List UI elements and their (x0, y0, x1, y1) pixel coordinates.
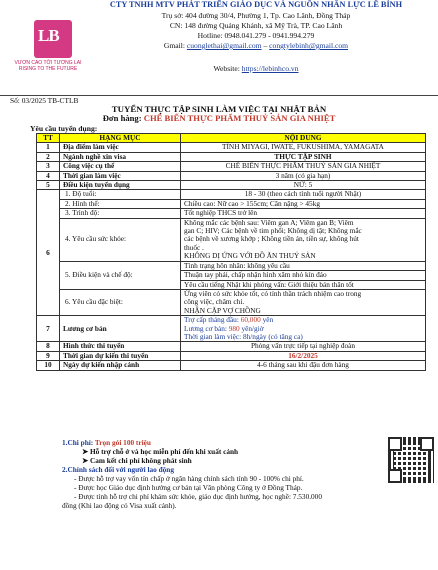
email-line (80, 41, 432, 50)
website-label: Website: (213, 64, 240, 73)
table-row-salary (37, 316, 426, 342)
row-item: Thời gian dự kiến thi tuyển (60, 351, 181, 360)
order-label: Đơn hàng: (102, 113, 144, 123)
cost-heading (62, 438, 432, 447)
logo-slogan: VƯƠN CAO TỚI TƯƠNG LAI RISING TO THE FUTURE (14, 60, 82, 72)
policy-heading: 2.Chính sách đối với người lao động (62, 465, 175, 474)
qr-finder (388, 437, 402, 451)
policy-item: đồng (Khi lao động có Visa xuất cảnh). (62, 501, 177, 510)
table-row (37, 342, 426, 351)
row-content: NỮ: 5 (181, 181, 426, 190)
qr-finder (388, 469, 402, 483)
row-number: 1 (37, 143, 60, 152)
row-number: 5 (37, 181, 60, 190)
sub-label-education: 3. Trình độ: (60, 209, 181, 218)
sub-value-age: 18 - 30 (theo cách tính tuổi người Nhật) (181, 190, 426, 199)
row-item: Thời gian làm việc (60, 171, 181, 180)
row-content: CHẾ BIẾN THỰC PHẨM THUỶ SẢN GIA NHIỆT (181, 162, 426, 171)
row-content: 3 năm (có gia hạn) (181, 171, 426, 180)
sub-label-age: 1. Độ tuổi: (60, 190, 181, 199)
website-link[interactable]: https://lebinhco.vn (241, 64, 299, 73)
sub-label-body: 2. Hình thể: (60, 199, 181, 208)
company-name: CTY TNHH MTV PHÁT TRIỂN GIÁO DỤC VÀ NGUỒN NHÂN LỰC LÊ BÌNH (109, 0, 403, 9)
allowance-label: Trợ cấp tháng đầu: (184, 315, 241, 325)
sub-value-health (181, 218, 426, 261)
row-item: Ngày dự kiến nhập cảnh (60, 361, 181, 370)
sub-value-education: Tốt nghiệp THCS trở lên (181, 209, 426, 218)
email-link-2[interactable]: congtylebinh@gmail.com (269, 41, 349, 50)
cost-label: 1.Chi phí: (62, 438, 95, 447)
row-item: Công việc cụ thể (60, 162, 181, 171)
table-row-conditions (37, 261, 426, 289)
sub-value-conditions (181, 261, 426, 289)
row-item: Lương cơ bản (60, 316, 181, 342)
hours-value: 8h/ngày (có tăng ca) (242, 331, 303, 341)
salary-hours (184, 333, 422, 341)
sub-label-health: 4. Yêu cầu sức khỏe: (60, 218, 181, 261)
health-line: gan C; HIV; Các bệnh về tim phổi; Không dị tật; Không mắc (184, 226, 362, 236)
row-content: THỰC TẬP SINH (181, 152, 426, 161)
special-line: NHẬN CẶP VỢ CHỒNG (184, 305, 261, 315)
table-row-age (37, 190, 426, 199)
base-unit: yên/giờ (239, 323, 264, 333)
row-item: Ngành nghề xin visa (60, 152, 181, 161)
cost-item: ➤ Hỗ trợ chỗ ở và học miễn phí đến khi xuất cảnh (82, 447, 239, 456)
allowance-value: 60,000 (240, 315, 261, 325)
row-item: Địa điểm làm việc (60, 143, 181, 152)
website-line (80, 64, 432, 73)
benefits-section (62, 438, 432, 510)
cost-value: Trọn gói 100 triệu (94, 438, 151, 447)
row-number: 7 (37, 316, 60, 342)
conditions-line: Tình trạng hôn nhân: không yêu cầu (184, 260, 290, 270)
email-separator: – (261, 41, 270, 50)
cost-item: ➤ Cam kết chi phí không phát sinh (82, 456, 192, 465)
document-title: TUYỂN THỰC TẬP SINH LÀM VIỆC TẠI NHẬT BẢN (111, 104, 327, 114)
qr-code (388, 437, 434, 483)
health-line: Không mắc các bệnh sau: Viêm gan A; Viêm gan B; Viêm (184, 217, 354, 227)
table-row (37, 361, 426, 370)
health-line: các bệnh về xương khớp ; Không tiền án, tiền sự, không hút (184, 234, 359, 244)
company-logo (14, 20, 82, 82)
qr-finder (420, 437, 434, 451)
row-item: Hình thức thi tuyển (60, 342, 181, 351)
row-content: 4-6 tháng sau khi đậu đơn hàng (181, 361, 426, 370)
row-content: TỈNH MIYAGI, IWATE, FUKUSHIMA, YAMAGATA (181, 143, 426, 152)
requirements-label: Yêu cầu tuyển dụng: (30, 124, 98, 133)
row-content: 16/2/2025 (181, 351, 426, 360)
policy-item: - Được tính hỗ trợ chi phí khám sức khỏe, giáo dục định hướng, học nghề: 7.530.000 (74, 492, 322, 501)
base-value: 980 (228, 323, 240, 333)
health-line: thuốc . (184, 242, 204, 252)
header-content: NỘI DUNG (181, 134, 426, 143)
sub-value-body: Chiều cao: Nữ cao > 155cm; Cân nặng > 45kg (181, 199, 426, 208)
row-number: 9 (37, 351, 60, 360)
branch-address: CN: 148 đường Quảng Khánh, xã Mỹ Trà, TP. Cao Lãnh (169, 21, 343, 30)
row-item: Điều kiện tuyển dụng (60, 181, 181, 190)
table-row-health (37, 218, 426, 261)
sub-value-special (181, 289, 426, 315)
base-label: Lương cơ bản: (184, 323, 229, 333)
row-number: 4 (37, 171, 60, 180)
policy-item: - Được hỗ trợ vay vốn tín chấp ở ngân hàng chính sách tính 90 - 100% chi phí. (74, 474, 304, 483)
document-number: Số: 03/2025 TB-CTLB (10, 96, 79, 105)
sub-label-conditions: 5. Điều kiện và chế độ: (60, 261, 181, 289)
salary-details (181, 316, 426, 342)
header-tt: TT (37, 134, 60, 143)
recruitment-table (36, 133, 426, 371)
table-row (37, 143, 426, 152)
policy-item: - Được học Giáo dục định hướng cơ bản tại Văn phòng Công ty ở Đồng Tháp. (74, 483, 303, 492)
table-row-special (37, 289, 426, 315)
row-number: 8 (37, 342, 60, 351)
header-item: HẠNG MỤC (60, 134, 181, 143)
conditions-line: Thuận tay phải, chấp nhận hình xăm nhỏ kín đáo (181, 270, 425, 279)
table-row (37, 162, 426, 171)
row-number: 10 (37, 361, 60, 370)
order-value: CHẾ BIẾN THỰC PHẨM THUỶ SẢN GIA NHIỆT (143, 113, 336, 123)
order-line (0, 113, 438, 123)
conditions-line: Yêu cầu tiếng Nhật khi phỏng vấn: Giới thiệu bản thân tốt (181, 280, 425, 289)
logo-mark: LB (38, 26, 59, 45)
special-line: Ứng viên có sức khỏe tốt, có tính thần trách nhiệm cao trong (184, 288, 362, 298)
row-number: 6 (37, 190, 60, 316)
hotline: Hotline: 0948.041.279 - 0941.994.279 (197, 31, 315, 40)
health-line: KHÔNG DỊ ỨNG VỚI ĐỒ ĂN THUỶ SẢN (184, 251, 316, 261)
row-content: Phỏng vấn trực tiếp tại nghiệp đoàn (181, 342, 426, 351)
head-office-address: Trụ sở: 404 đường 30/4, Phường 1, Tp. Cao Lãnh, Đồng Tháp (161, 11, 351, 20)
special-line: công việc, chăm chỉ. (184, 297, 245, 307)
table-row-education (37, 209, 426, 218)
allowance-unit: yên (260, 315, 274, 325)
hours-label: Thời gian làm việc: (184, 331, 243, 341)
email-link-1[interactable]: cuonglethai@gmail.com (186, 41, 262, 50)
email-label: Gmail: (163, 41, 185, 50)
sub-label-special: 6. Yêu cầu đặc biệt: (60, 289, 181, 315)
row-number: 2 (37, 152, 60, 161)
row-number: 3 (37, 162, 60, 171)
